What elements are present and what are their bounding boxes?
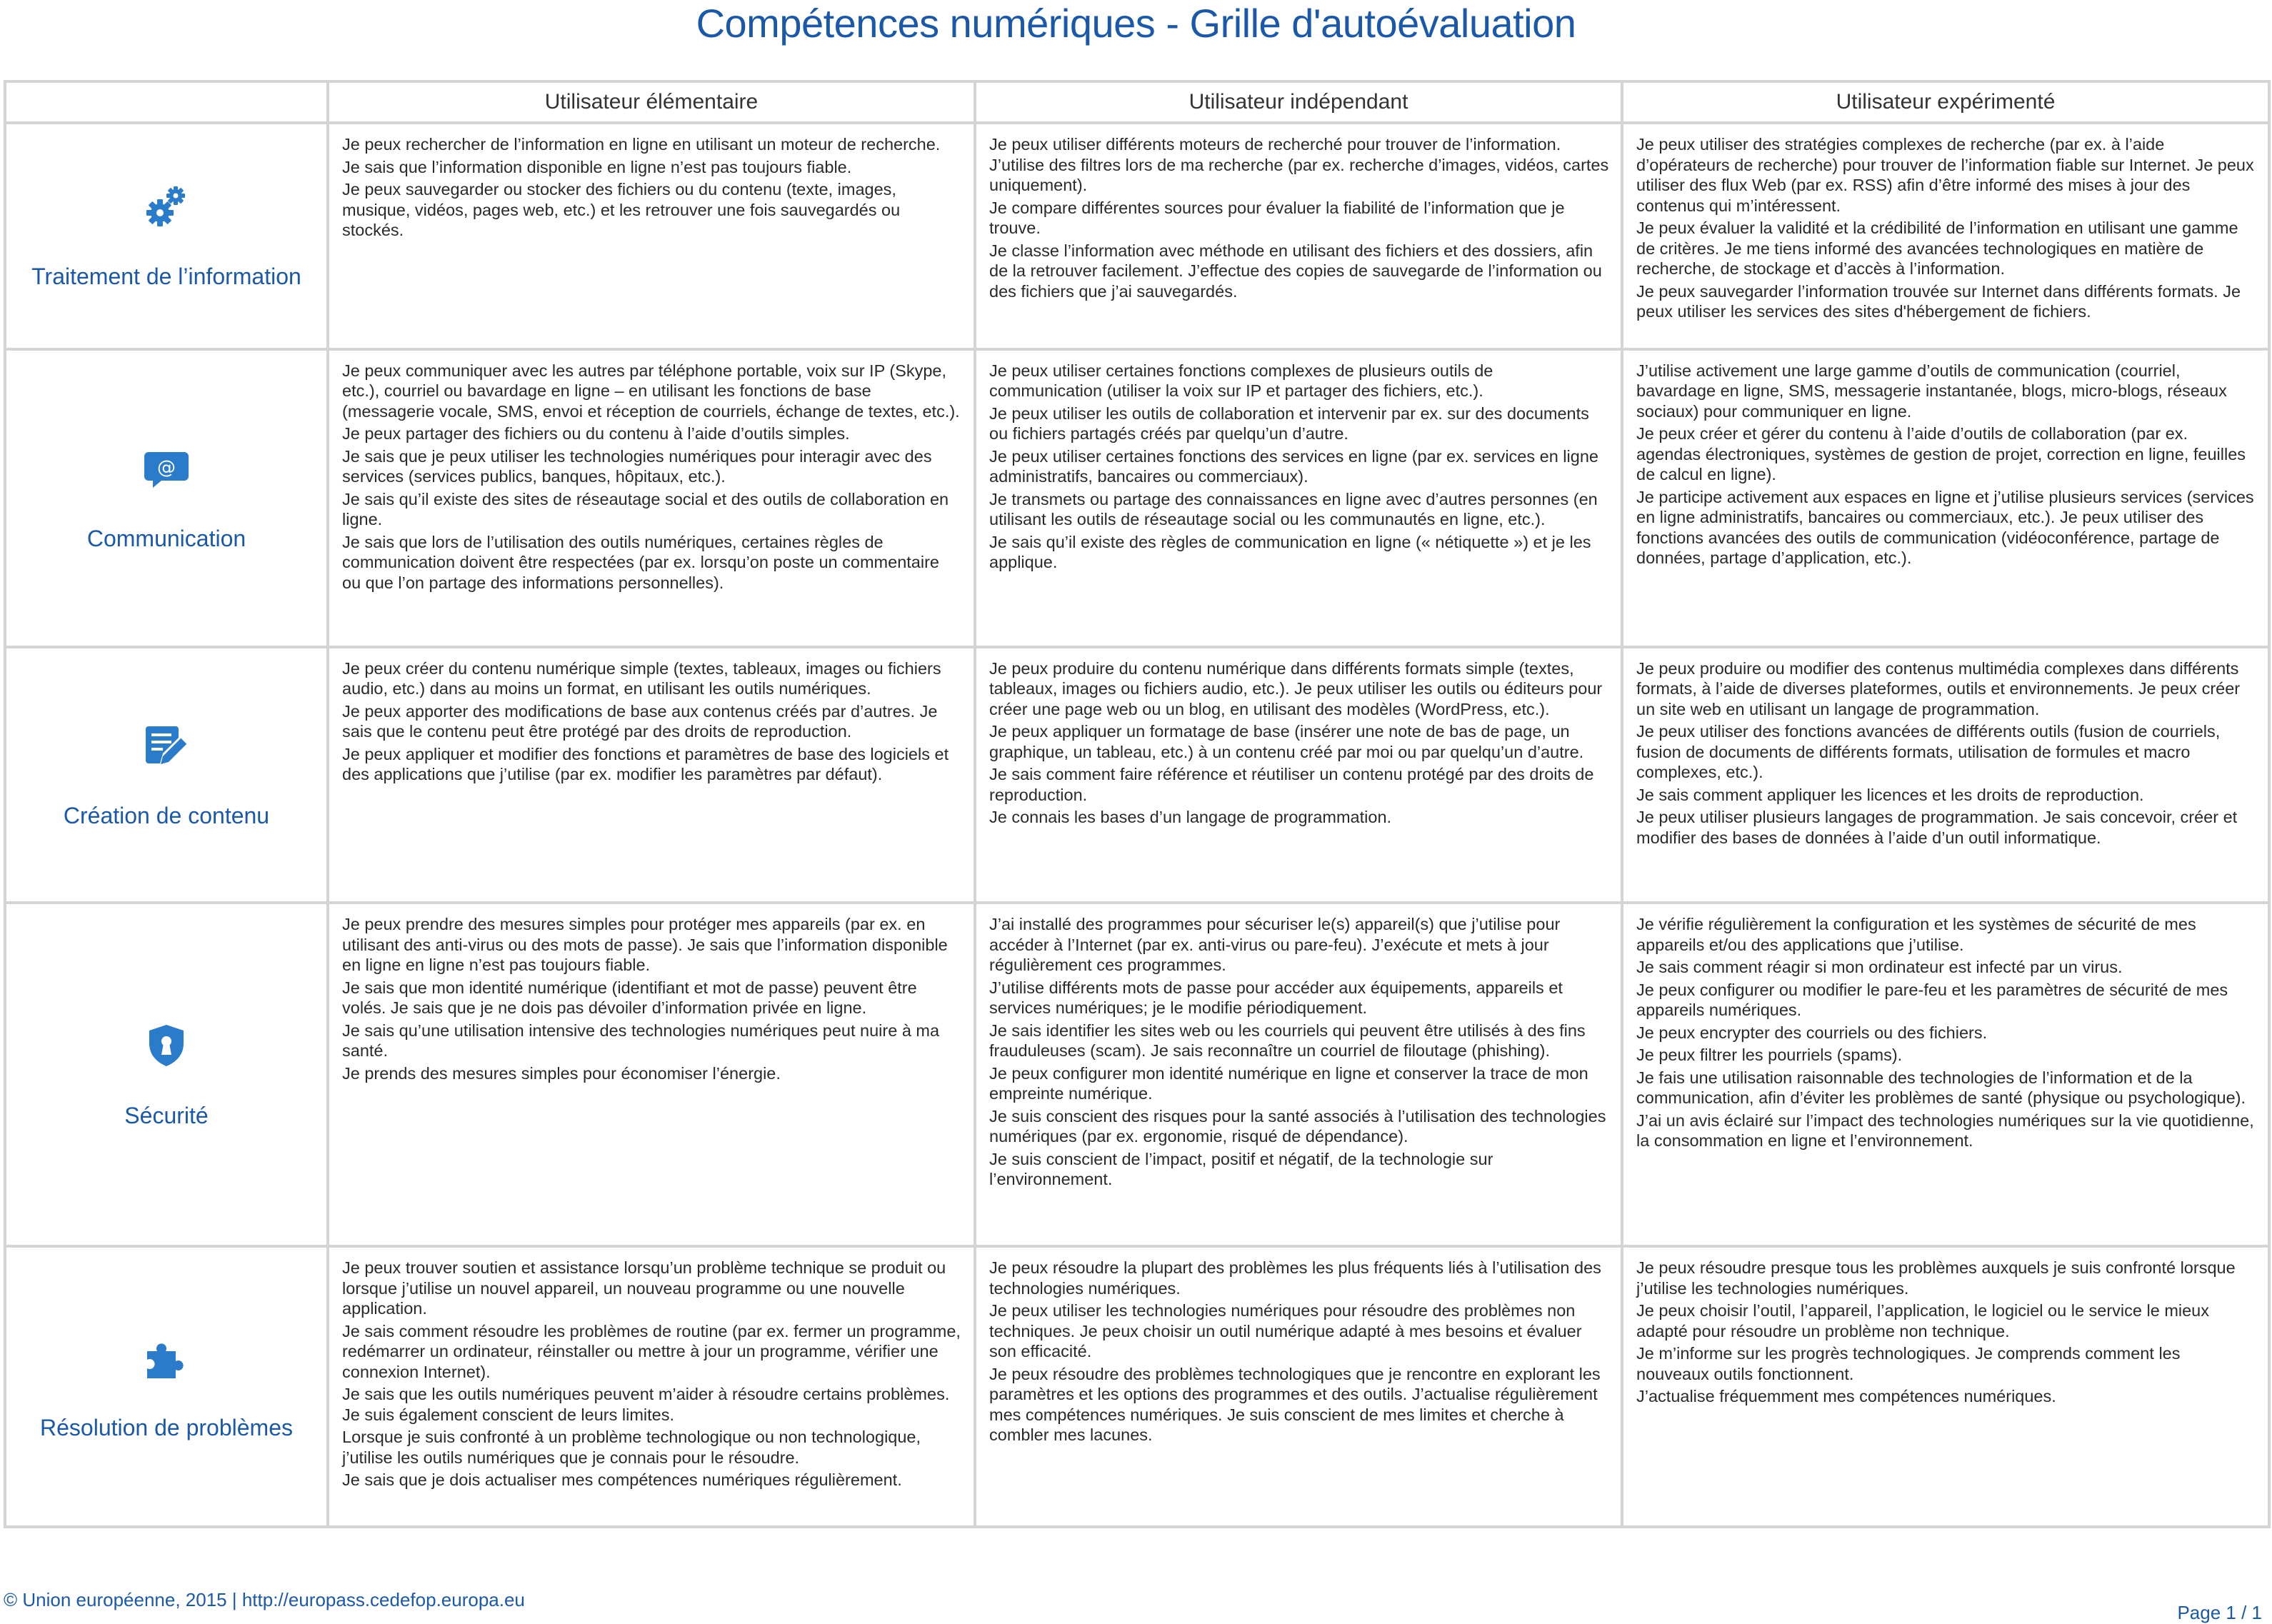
descriptor: Je peux trouver soutien et assistance lorsqu’un problème technique se produit ou lorsque j’utilise un nouvel appareil, un nouveau programme ou une nouvelle application. <box>342 1258 946 1318</box>
descriptor: Je peux filtrer les pourriels (spams). <box>1636 1046 1903 1065</box>
descriptor: Je peux sauvegarder l’information trouvée sur Internet dans différents formats. Je peux utiliser les services des sites d'hébergement de fichiers. <box>1636 281 2241 321</box>
level-cell-proficient <box>1622 1246 2269 1527</box>
descriptor: Je peux utiliser différents moteurs de recherché pour trouver de l’information. J’utilise des filtres lors de ma recherche (par ex. recherche d’images, vidéos, cartes uniquement). <box>989 135 1609 195</box>
column-header-independent: Utilisateur indépendant <box>975 81 1622 123</box>
descriptor: Je sais comment appliquer les licences et les droits de reproduction. <box>1636 785 2144 804</box>
table-row <box>5 1246 2269 1527</box>
level-cell-proficient <box>1622 647 2269 903</box>
table-row <box>5 903 2269 1246</box>
gears-icon <box>141 181 191 231</box>
descriptor: Je peux encrypter des courriels ou des fichiers. <box>1636 1023 1988 1042</box>
descriptor: Je sais que je dois actualiser mes compétences numériques régulièrement. <box>342 1470 902 1490</box>
level-cell-independent <box>975 647 1622 903</box>
descriptor: Je peux résoudre presque tous les problèmes auxquels je suis confronté lorsque j’utilise les technologies numériques. <box>1636 1258 2236 1298</box>
copyright-link[interactable]: © Union européenne, 2015 | http://europass.cedefop.europa.eu <box>4 1589 525 1610</box>
category-cell <box>5 1246 328 1527</box>
descriptor: Je peux apporter des modifications de base aux contenus créés par d’autres. Je sais que le contenu peut être protégé par des droits de reproduction. <box>342 701 938 741</box>
level-cell-basic <box>328 903 975 1246</box>
descriptor: Je sais qu’une utilisation intensive des technologies numériques peut nuire à ma santé. <box>342 1021 940 1061</box>
descriptor: Je m’informe sur les progrès technologiques. Je comprends comment les nouveaux outils fonctionnent. <box>1636 1344 2181 1383</box>
descriptor: Je vérifie régulièrement la configuration et les systèmes de sécurité de mes appareils et/ou des applications que j’utilise. <box>1636 915 2196 954</box>
level-cell-proficient <box>1622 349 2269 647</box>
page-number: Page 1 / 1 <box>2177 1602 2262 1623</box>
descriptor: J’ai un avis éclairé sur l’impact des technologies numériques sur la vie quotidienne, la consommation en ligne et l’environnement. <box>1636 1111 2254 1151</box>
descriptor: Je peux partager des fichiers ou du contenu à l’aide d’outils simples. <box>342 424 850 443</box>
edit-document-icon <box>141 721 191 771</box>
descriptor: Je sais que je peux utiliser les technologies numériques pour interagir avec des services (services publics, banques, hôpitaux, etc.). <box>342 446 932 486</box>
descriptor: Je participe activement aux espaces en ligne et j’utilise plusieurs services (services en ligne administratifs, bancaires ou commerciaux, etc.). Je peux utiliser des fonctions avancées des outils de communication (vidéoconférence, partage de données, partage d’application, etc.). <box>1636 487 2254 568</box>
descriptor: Je sais comment résoudre les problèmes de routine (par ex. fermer un programme, redémarrer un ordinateur, réinstaller ou mettre à jour un programme, vérifier une connexion Internet). <box>342 1321 961 1381</box>
header-row <box>5 81 2269 123</box>
column-header-basic: Utilisateur élémentaire <box>328 81 975 123</box>
level-cell-basic <box>328 349 975 647</box>
descriptor: Je sais comment réagir si mon ordinateur est infecté par un virus. <box>1636 958 2123 977</box>
descriptor: Je fais une utilisation raisonnable des technologies de l’information et de la communication, afin d’éviter les problèmes de santé (physique ou psychologique). <box>1636 1068 2246 1108</box>
category-label: Communication <box>86 526 246 552</box>
descriptor: Je transmets ou partage des connaissances en ligne avec d’autres personnes (en utilisant les outils de réseautage social ou les communautés en ligne, etc.). <box>989 489 1598 529</box>
shield-lock-icon <box>141 1021 191 1071</box>
header-empty-cell <box>5 81 328 123</box>
descriptor: J’utilise différents mots de passe pour accéder aux équipements, appareils et services numériques; je le modifie périodiquement. <box>989 978 1563 1018</box>
level-cell-basic <box>328 1246 975 1527</box>
descriptor: Je peux résoudre la plupart des problèmes les plus fréquents liés à l’utilisation des technologies numériques. <box>989 1258 1601 1298</box>
descriptor: Je peux appliquer et modifier des fonctions et paramètres de base des logiciels et des applications que j’utilise (par ex. modifier les paramètres par défaut). <box>342 744 949 784</box>
descriptor: J’ai installé des programmes pour sécuriser le(s) appareil(s) que j’utilise pour accéder à l’Internet (par ex. anti-virus ou pare-feu). J’exécute et mets à jour régulièrement ces programmes. <box>989 915 1561 975</box>
descriptor: Je sais que l’information disponible en ligne n’est pas toujours fiable. <box>342 157 852 176</box>
descriptor: Je peux utiliser des fonctions avancées de différents outils (fusion de courriels, fusion de documents de différents formats, utilisation de formules et macro complexes, etc.). <box>1636 722 2221 782</box>
descriptor: Je peux résoudre des problèmes technologiques que je rencontre en explorant les paramètres et les options des programmes et des outils. J’actualise régulièrement mes compétences numériques. Je suis conscient de mes limites et cherche à combler mes lacunes. <box>989 1364 1601 1445</box>
descriptor: Je sais que mon identité numérique (identifiant et mot de passe) peuvent être volés. Je sais que je ne dois pas dévoiler d’information privée en ligne. <box>342 978 917 1018</box>
category-label: Traitement de l’information <box>31 264 301 290</box>
category-label: Résolution de problèmes <box>40 1414 293 1440</box>
table-row <box>5 349 2269 647</box>
category-cell <box>5 123 328 349</box>
descriptor: Lorsque je suis confronté à un problème technologique ou non technologique, j’utilise les outils numériques que je connais pour le résoudre. <box>342 1428 921 1467</box>
descriptor: Je sais qu’il existe des règles de communication en ligne (« nétiquette ») et je les applique. <box>989 532 1591 572</box>
descriptor: Je peux utiliser certaines fonctions des services en ligne (par ex. services en ligne administratifs, bancaires ou commerciaux). <box>989 446 1598 486</box>
descriptor: Je peux communiquer avec les autres par téléphone portable, voix sur IP (Skype, etc.), courriel ou bavardage en ligne – en utilisant les fonctions de base (messagerie vocale, SMS, envoi et réception de courriels, échange de textes, etc.). <box>342 361 960 421</box>
table-row <box>5 647 2269 903</box>
descriptor: Je suis conscient de l’impact, positif et négatif, de la technologie sur l’environnement. <box>989 1149 1493 1189</box>
descriptor: Je sais que lors de l’utilisation des outils numériques, certaines règles de communication doivent être respectées (par ex. lorsqu’on poste un commentaire ou que l’on partage des informations personnelles). <box>342 532 939 592</box>
category-cell <box>5 349 328 647</box>
descriptor: Je sais comment faire référence et réutiliser un contenu protégé par des droits de reproduction. <box>989 765 1594 804</box>
descriptor: Je peux configurer mon identité numérique en ligne et conserver la trace de mon empreinte numérique. <box>989 1063 1588 1103</box>
descriptor: Je suis conscient des risques pour la santé associés à l’utilisation des technologies numériques (par ex. ergonomie, risqué de dépendance). <box>989 1106 1606 1146</box>
descriptor: Je peux utiliser des stratégies complexes de recherche (par ex. à l’aide d’opérateurs de recherche) pour trouver de l’information fiable sur Internet. Je peux utiliser des flux Web (par ex. RSS) afin d’être informé des mises à jour des contenus qui m’intéressent. <box>1636 135 2254 215</box>
descriptor: Je peux utiliser certaines fonctions complexes de plusieurs outils de communication (utiliser la voix sur IP et partager des fichiers, etc.). <box>989 361 1493 401</box>
descriptor: Je peux configurer ou modifier le pare-feu et les paramètres de sécurité de mes appareils numériques. <box>1636 980 2228 1020</box>
descriptor: Je peux sauvegarder ou stocker des fichiers ou du contenu (texte, images, musique, vidéos, pages web, etc.) et les retrouver une fois sauvegardés ou stockés. <box>342 180 901 240</box>
level-cell-proficient <box>1622 123 2269 349</box>
descriptor: J’utilise activement une large gamme d’outils de communication (courriel, bavardage en ligne, SMS, messagerie instantanée, blogs, micro-blogs, réseaux sociaux) pour communiquer en ligne. <box>1636 361 2227 421</box>
column-header-proficient: Utilisateur expérimenté <box>1622 81 2269 123</box>
descriptor: Je peux appliquer un formatage de base (insérer une note de bas de page, un graphique, un tableau, etc.) à un contenu créé par moi ou par quelqu’un d’autre. <box>989 722 1584 761</box>
puzzle-piece-icon <box>141 1333 191 1383</box>
descriptor: Je compare différentes sources pour évaluer la fiabilité de l’information que je trouve. <box>989 198 1565 238</box>
level-cell-independent <box>975 1246 1622 1527</box>
descriptor: Je peux choisir l’outil, l’appareil, l’application, le logiciel ou le service le mieux adapté pour résoudre un problème non technique. <box>1636 1301 2210 1340</box>
descriptor: Je sais que les outils numériques peuvent m’aider à résoudre certains problèmes. Je suis également conscient de leurs limites. <box>342 1385 950 1424</box>
descriptor: Je classe l’information avec méthode en utilisant des fichiers et des dossiers, afin de la retrouver facilement. J’effectue des copies de sauvegarde de l’information ou des fichiers que j’ai sauvegardés. <box>989 241 1602 301</box>
descriptor: Je prends des mesures simples pour économiser l’énergie. <box>342 1063 781 1083</box>
descriptor: Je sais qu’il existe des sites de réseautage social et des outils de collaboration en ligne. <box>342 489 949 529</box>
category-label: Sécurité <box>124 1102 209 1128</box>
speech-bubble-at-icon <box>141 443 191 493</box>
level-cell-basic <box>328 123 975 349</box>
descriptor: Je peux utiliser plusieurs langages de programmation. Je sais concevoir, créer et modifier des bases de données à l’aide d’un outil informatique. <box>1636 808 2238 847</box>
descriptor: Je sais identifier les sites web ou les courriels qui peuvent être utilisés à des fins frauduleuses (scam). Je sais reconnaître un courriel de filoutage (phishing). <box>989 1021 1586 1061</box>
table-row <box>5 123 2269 349</box>
descriptor: Je peux utiliser les technologies numériques pour résoudre des problèmes non techniques. Je peux choisir un outil numérique adapté à mes besoins et évaluer son efficacité. <box>989 1301 1582 1361</box>
level-cell-basic <box>328 647 975 903</box>
category-cell <box>5 647 328 903</box>
descriptor: Je peux créer du contenu numérique simple (textes, tableaux, images ou fichiers audio, etc.) dans au moins un format, en utilisant les outils numériques. <box>342 658 941 698</box>
descriptor: Je peux créer et gérer du contenu à l’aide d’outils de collaboration (par ex. agendas électroniques, systèmes de gestion de projet, correction en ligne, feuilles de calcul en ligne). <box>1636 424 2246 484</box>
descriptor: Je connais les bases d’un langage de programmation. <box>989 808 1392 827</box>
descriptor: J’actualise fréquemment mes compétences numériques. <box>1636 1387 2056 1406</box>
descriptor: Je peux prendre des mesures simples pour protéger mes appareils (par ex. en utilisant des anti-virus ou des mots de passe). Je sais que l’information disponible en ligne en ligne n’est pas toujours fiable. <box>342 915 948 975</box>
level-cell-independent <box>975 123 1622 349</box>
descriptor: Je peux produire du contenu numérique dans différents formats simple (textes, tableaux, images ou fichiers audio, etc.). Je peux utiliser les outils ou éditeurs pour créer une page web ou un blog, en utilisant des modèles (WordPress, etc.). <box>989 658 1603 718</box>
svg-text:@: @ <box>157 457 176 479</box>
descriptor: Je peux utiliser les outils de collaboration et intervenir par ex. sur des documents ou fichiers partagés créés par quelqu’un d’autre. <box>989 404 1589 443</box>
category-cell <box>5 903 328 1246</box>
level-cell-proficient <box>1622 903 2269 1246</box>
level-cell-independent <box>975 903 1622 1246</box>
level-cell-independent <box>975 349 1622 647</box>
descriptor: Je peux rechercher de l’information en ligne en utilisant un moteur de recherche. <box>342 135 941 154</box>
category-label: Création de contenu <box>63 802 270 828</box>
descriptor: Je peux produire ou modifier des contenus multimédia complexes dans différents formats, à l’aide de diverses plateformes, outils et environnements. Je peux créer un site web en utilisant un langage de programmation. <box>1636 658 2241 718</box>
self-assessment-grid <box>4 80 2271 1528</box>
page-title: Compétences numériques - Grille d'autoévaluation <box>696 1 1576 46</box>
descriptor: Je peux évaluer la validité et la crédibilité de l’information en utilisant une gamme de critères. Je me tiens informé des avancées technologiques en matière de recherche, de stockage et d’accès à l’information. <box>1636 219 2238 279</box>
